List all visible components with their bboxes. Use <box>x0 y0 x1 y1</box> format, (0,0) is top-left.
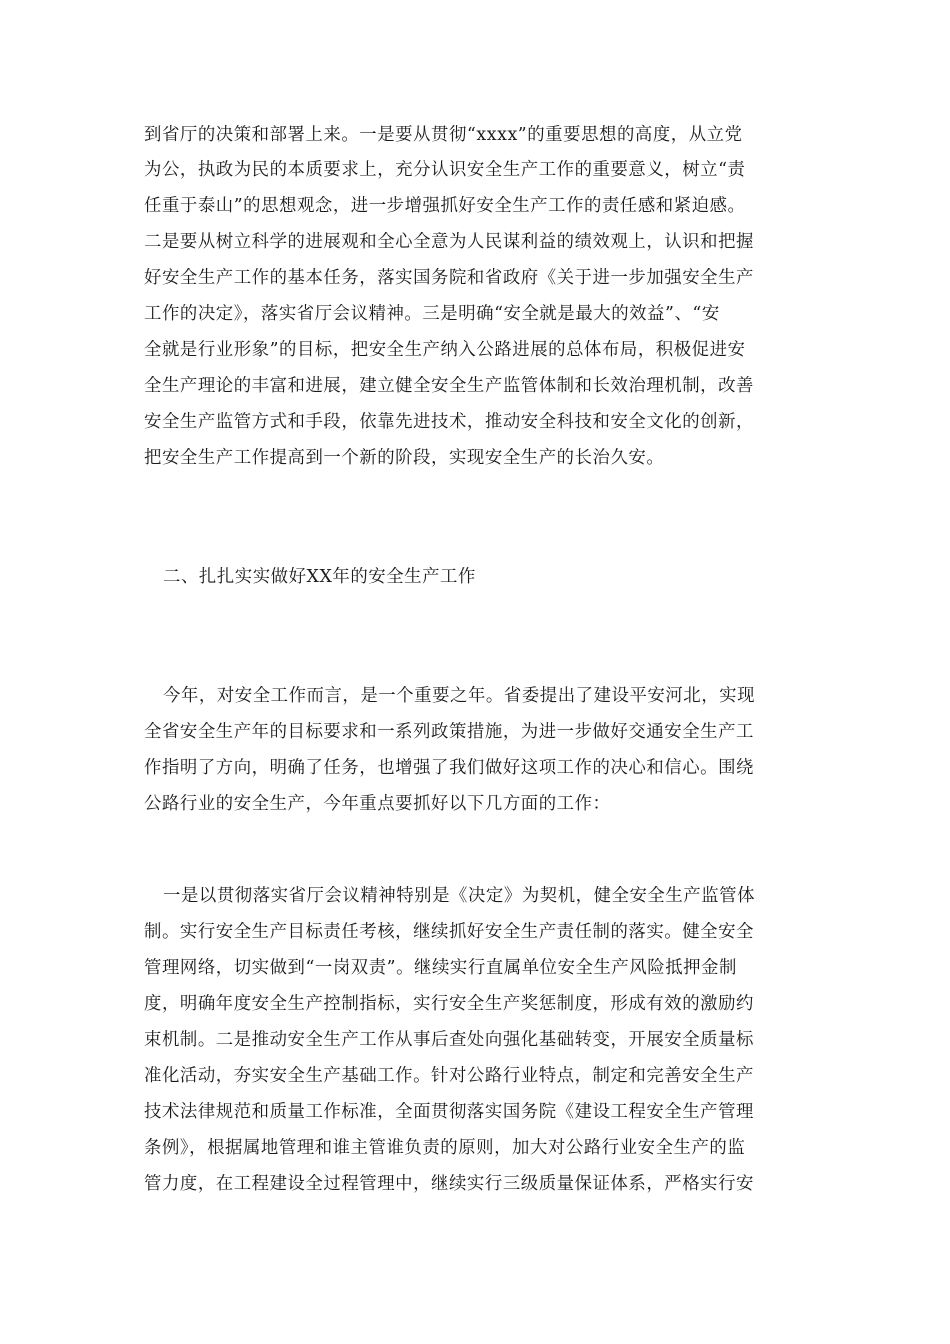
text-line: 好安全生产工作的基本任务，落实国务院和省政府《关于进一步加强安全生产 <box>144 268 754 288</box>
text-line: 全生产理论的丰富和进展，建立健全安全生产监管体制和长效治理机制，改善 <box>144 376 754 396</box>
text-line: 一是以贯彻落实省厅会议精神特别是《决定》为契机，健全安全生产监管体 <box>163 886 756 906</box>
text-line: 全省安全生产年的目标要求和一系列政策措施，为进一步做好交通安全生产工 <box>144 722 754 742</box>
text-line: 管力度，在工程建设全过程管理中，继续实行三级质量保证体系，严格实行安 <box>144 1174 754 1194</box>
text-line: 管理网络，切实做到“一岗双责”。继续实行直属单位安全生产风险抵押金制 <box>144 958 737 978</box>
text-line: 二是要从树立科学的进展观和全心全意为人民谋利益的绩效观上，认识和把握 <box>144 232 754 252</box>
section-heading: 二、扎扎实实做好XX年的安全生产工作 <box>163 567 476 587</box>
text-line: 技术法律规范和质量工作标准，全面贯彻落实国务院《建设工程安全生产管理 <box>144 1102 754 1122</box>
text-line: 制。实行安全生产目标责任考核，继续抓好安全生产责任制的落实。健全安全 <box>144 922 754 942</box>
text-line: 工作的决定》，落实省厅会议精神。三是明确“安全就是最大的效益”、“安 <box>144 304 720 324</box>
text-line: 束机制。二是推动安全生产工作从事后查处向强化基础转变，开展安全质量标 <box>144 1030 754 1050</box>
text-line: 任重于泰山”的思想观念，进一步增强抓好安全生产工作的责任感和紧迫感。 <box>144 196 746 216</box>
text-line: 准化活动，夯实安全生产基础工作。针对公路行业特点，制定和完善安全生产 <box>144 1066 754 1086</box>
text-line: 条例》，根据属地管理和谁主管谁负责的原则，加大对公路行业安全生产的监 <box>144 1138 746 1158</box>
text-line: 作指明了方向，明确了任务，也增强了我们做好这项工作的决心和信心。围绕 <box>144 758 754 778</box>
text-line: 今年，对安全工作而言，是一个重要之年。省委提出了建设平安河北，实现 <box>163 686 756 706</box>
text-line: 到省厅的决策和部署上来。一是要从贯彻“xxxx”的重要思想的高度，从立党 <box>144 125 743 145</box>
text-line: 把安全生产工作提高到一个新的阶段，实现安全生产的长治久安。 <box>144 448 665 468</box>
text-line: 为公，执政为民的本质要求上，充分认识安全生产工作的重要意义，树立“责 <box>144 160 746 180</box>
text-line: 公路行业的安全生产，今年重点要抓好以下几方面的工作： <box>144 794 611 814</box>
text-line: 安全生产监管方式和手段，依靠先进技术，推动安全科技和安全文化的创新， <box>144 412 754 432</box>
text-line: 全就是行业形象”的目标，把安全生产纳入公路进展的总体布局，积极促进安 <box>144 340 746 360</box>
text-line: 度，明确年度安全生产控制指标，实行安全生产奖惩制度，形成有效的激励约 <box>144 994 754 1014</box>
